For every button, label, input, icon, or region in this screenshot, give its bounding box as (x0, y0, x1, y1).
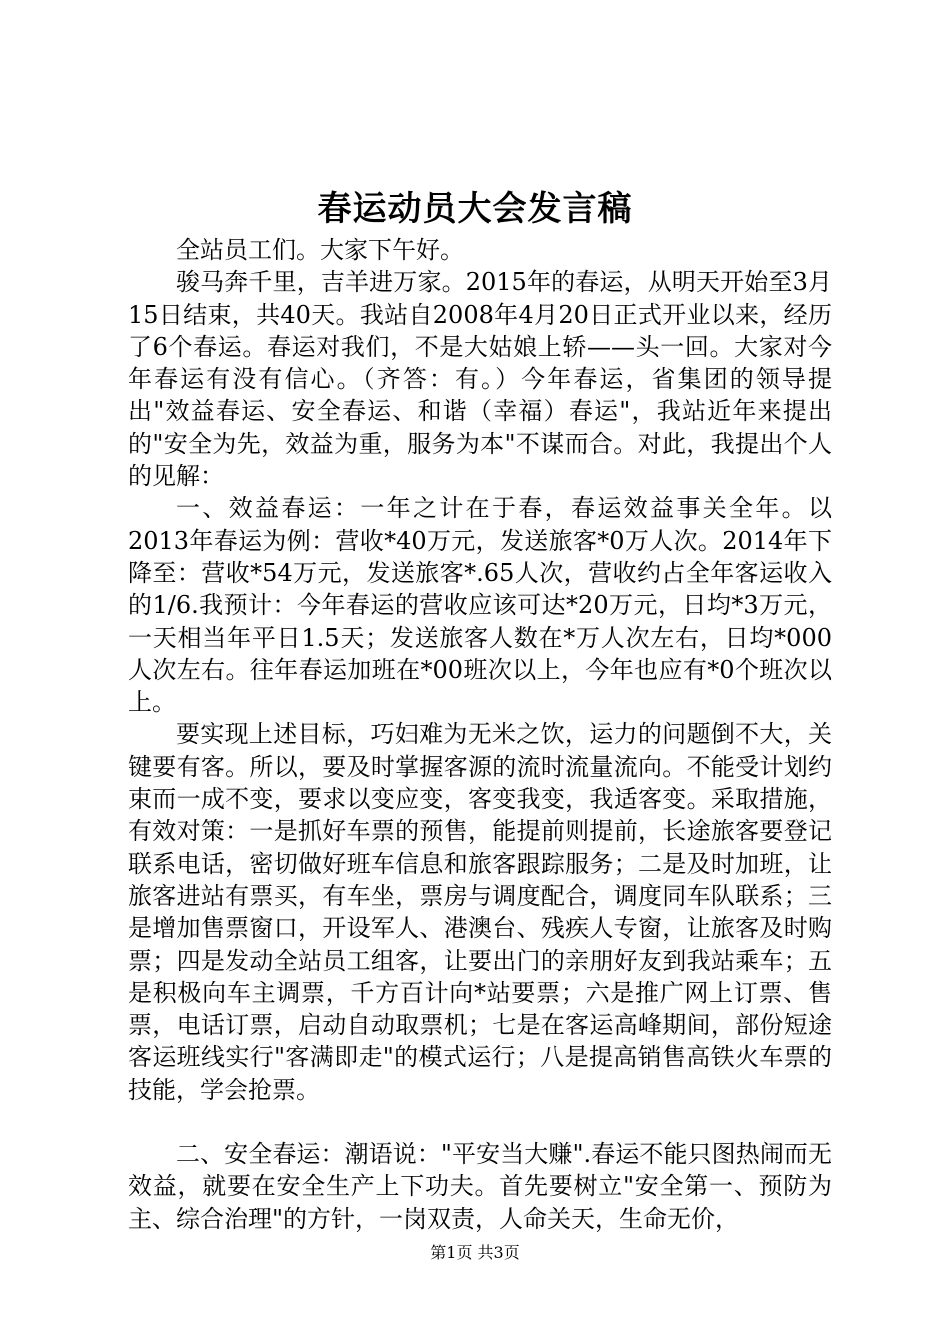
document-body (128, 234, 832, 1235)
paragraph-benefit: 一、效益春运：一年之计在于春，春运效益事关全年。以2013年春运为例：营收*40万元，发送旅客*0万人次。2014年下降至：营收*54万元，发送旅客*.65人次，营收约占全年客运收入的1/6.我预计：今年春运的营收应该可达*20万元，日均*3万元，一天相当年平日1.5天；发送旅客人数在*万人次左右，日均*000人次左右。往年春运加班在*00班次以上，今年也应有*0个班次以上。 (128, 494, 832, 717)
paragraph-greeting: 全站员工们。大家下午好。 (176, 236, 464, 264)
paragraph-measures: 要实现上述目标，巧妇难为无米之饮，运力的问题倒不大，关键要有客。所以，要及时掌握客源的流时流量流向。不能受计划约束而一成不变，要求以变应变，客变我变，我适客变。采取措施，有效对策：一是抓好车票的预售，能提前则提前，长途旅客要登记联系电话，密切做好班车信息和旅客跟踪服务；二是及时加班，让旅客进站有票买，有车坐，票房与调度配合，调度同车队联系；三是增加售票窗口，开设军人、港澳台、残疾人专窗，让旅客及时购票；四是发动全站员工组客，让要出门的亲朋好友到我站乘车；五是积极向车主调票，千方百计向*站要票；六是推广网上订票、售票，电话订票，启动自动取票机；七是在客运高峰期间，部份短途客运班线实行"客满即走"的模式运行；八是提高销售高铁火车票的技能，学会抢票。 (128, 720, 832, 1104)
document-title: 春运动员大会发言稿 (317, 189, 633, 229)
page-footer: 第1页 共3页 (430, 1243, 520, 1262)
paragraph-intro: 骏马奔千里，吉羊进万家。2015年的春运，从明天开始至3月15日结束，共40天。我站自2008年4月20日正式开业以来，经历了6个春运。春运对我们，不是大姑娘上轿——头一回。大家对今年春运有没有信心。（齐答：有。）今年春运，省集团的领导提出"效益春运、安全春运、和谐（幸福）春运"，我站近年来提出的"安全为先，效益为重，服务为本"不谋而合。对此，我提出个人的见解： (128, 268, 832, 491)
paragraph-safety: 二、安全春运：潮语说："平安当大赚".春运不能只图热闹而无效益，就要在安全生产上下功夫。首先要树立"安全第一、预防为主、综合治理"的方针，一岗双责，人命关天，生命无价， (128, 1140, 832, 1233)
